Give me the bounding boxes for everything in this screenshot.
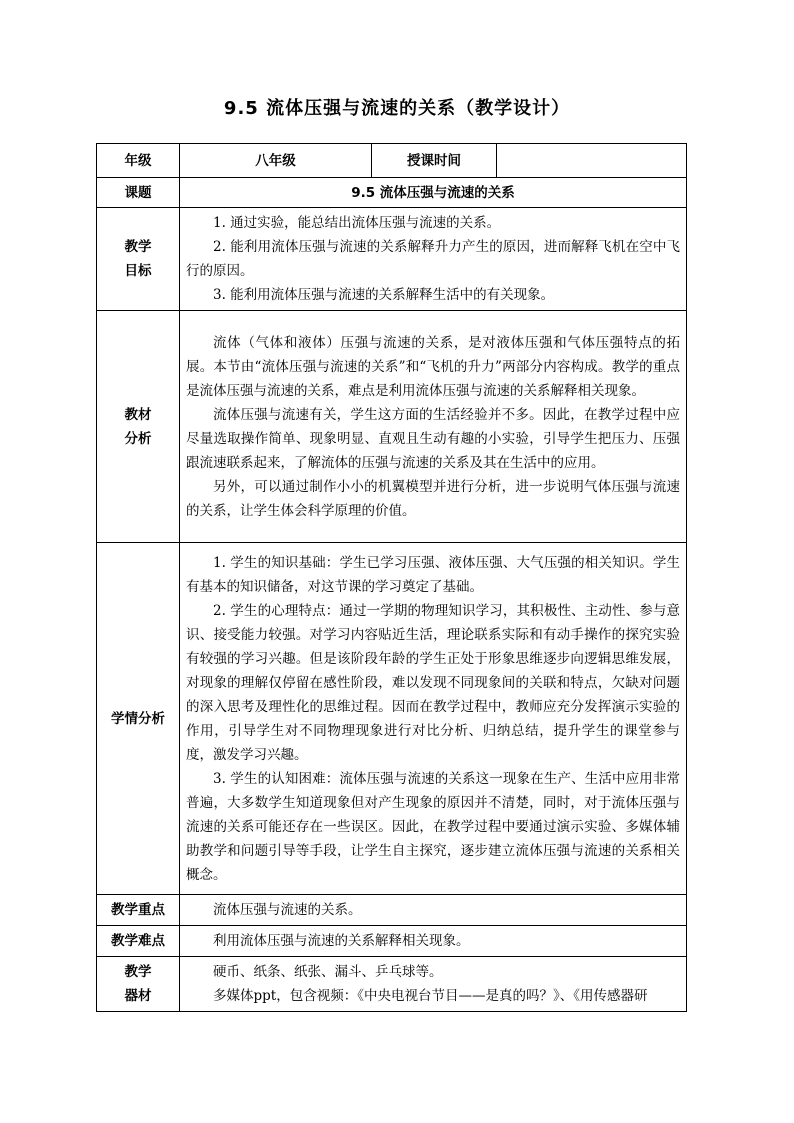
equipment-content bbox=[180, 957, 687, 1012]
material-analysis-row bbox=[97, 311, 687, 543]
difficulty-value: 利用流体压强与流速的关系解释相关现象。 bbox=[213, 933, 470, 949]
difficulty-label: 教学难点 bbox=[97, 926, 180, 957]
key-point-value: 流体压强与流速的关系。 bbox=[213, 902, 362, 918]
student-analysis-paragraph: 2. 学生的心理特点：通过一学期的物理知识学习，其积极性、主动性、参与意识、接受能力较强。对学习内容贴近生活，理论联系实际和有动手操作的探究实验有较强的学习兴趣。但是该阶段年龄的学生正处于形象思维逐步向逻辑思维发展，对现象的理解仅停留在感性阶段，难以发现不同现象间的关联和特点，欠缺对问题的深入思考及理性化的思维过程。因而在教学过程中，教师应充分发挥演示实验的作用，引导学生对不同物理现象进行对比分析、归纳总结，提升学生的课堂参与度，激发学习兴趣。 bbox=[186, 602, 680, 763]
material-analysis-paragraph: 流体（气体和液体）压强与流速的关系，是对液体压强和气体压强特点的拓展。本节由“流体压强与流速的关系”和“飞机的升力”两部分内容构成。教学的重点是流体压强与流速的关系，难点是利用流体压强与流速的关系解释相关现象。 bbox=[186, 334, 680, 399]
grade-label: 年级 bbox=[97, 144, 180, 178]
topic-value: 9.5 流体压强与流速的关系 bbox=[180, 178, 687, 208]
equipment-line: 硬币、纸条、纸张、漏斗、乒乓球等。 bbox=[213, 964, 443, 980]
objective-item: 1. 通过实验，能总结出流体压强与流速的关系。 bbox=[213, 215, 501, 231]
difficulty-content bbox=[180, 926, 687, 957]
lesson-plan-table bbox=[96, 143, 687, 1012]
difficulty-row bbox=[97, 926, 687, 957]
objectives-content bbox=[180, 208, 687, 311]
equipment-line: 多媒体ppt，包含视频：《中央电视台节目——是真的吗？》、《用传感器研 bbox=[213, 988, 648, 1004]
material-analysis-label-line1: 教材 bbox=[124, 406, 152, 423]
key-point-content bbox=[180, 895, 687, 926]
material-analysis-paragraph: 流体压强与流速有关，学生这方面的生活经验并不多。因此，在教学过程中应尽量选取操作简单、现象明显、直观且生动有趣的小实验，引导学生把压力、压强跟流速联系起来，了解流体的压强与流速的关系及其在生活中的应用。 bbox=[186, 406, 680, 471]
objective-item: 2. 能利用流体压强与流速的关系解释升力产生的原因，进而解释飞机在空中飞行的原因。 bbox=[186, 239, 680, 279]
key-point-label: 教学重点 bbox=[97, 895, 180, 926]
equipment-label-line2: 器材 bbox=[124, 988, 152, 1004]
objectives-label-line2: 目标 bbox=[124, 263, 152, 279]
student-analysis-row bbox=[97, 543, 687, 895]
student-analysis-paragraph: 3. 学生的认知困难：流体压强与流速的关系这一现象在生产、生活中应用非常普遍，大多数学生知道现象但对产生现象的原因并不清楚，同时，对于流体压强与流速的关系可能还存在一些误区。因此，在教学过程中要通过演示实验、多媒体辅助教学和问题引导等手段，让学生自主探究，逐步建立流体压强与流速的关系相关概念。 bbox=[186, 770, 680, 883]
equipment-label bbox=[97, 957, 180, 1012]
material-analysis-content bbox=[180, 311, 687, 543]
objectives-label bbox=[97, 208, 180, 311]
student-analysis-content bbox=[180, 543, 687, 895]
objective-item: 3. 能利用流体压强与流速的关系解释生活中的有关现象。 bbox=[213, 287, 555, 303]
material-analysis-paragraph: 另外，可以通过制作小小的机翼模型并进行分析，进一步说明气体压强与流速的关系，让学生体会科学原理的价值。 bbox=[186, 478, 680, 519]
topic-label: 课题 bbox=[97, 178, 180, 208]
objectives-row bbox=[97, 208, 687, 311]
grade-row bbox=[97, 144, 687, 178]
equipment-row bbox=[97, 957, 687, 1012]
topic-row bbox=[97, 178, 687, 208]
class-time-label: 授课时间 bbox=[372, 144, 497, 178]
page-title: 9.5 流体压强与流速的关系（教学设计） bbox=[223, 98, 571, 119]
objectives-label-line1: 教学 bbox=[124, 239, 152, 255]
key-point-row bbox=[97, 895, 687, 926]
material-analysis-label bbox=[97, 311, 180, 543]
grade-value: 八年级 bbox=[180, 144, 372, 178]
material-analysis-label-line2: 分析 bbox=[124, 430, 152, 447]
class-time-value bbox=[497, 144, 687, 178]
equipment-label-line1: 教学 bbox=[124, 964, 152, 980]
student-analysis-paragraph: 1. 学生的知识基础：学生已学习压强、液体压强、大气压强的相关知识。学生有基本的知识储备，对这节课的学习奠定了基础。 bbox=[186, 554, 680, 595]
student-analysis-label: 学情分析 bbox=[97, 543, 180, 895]
